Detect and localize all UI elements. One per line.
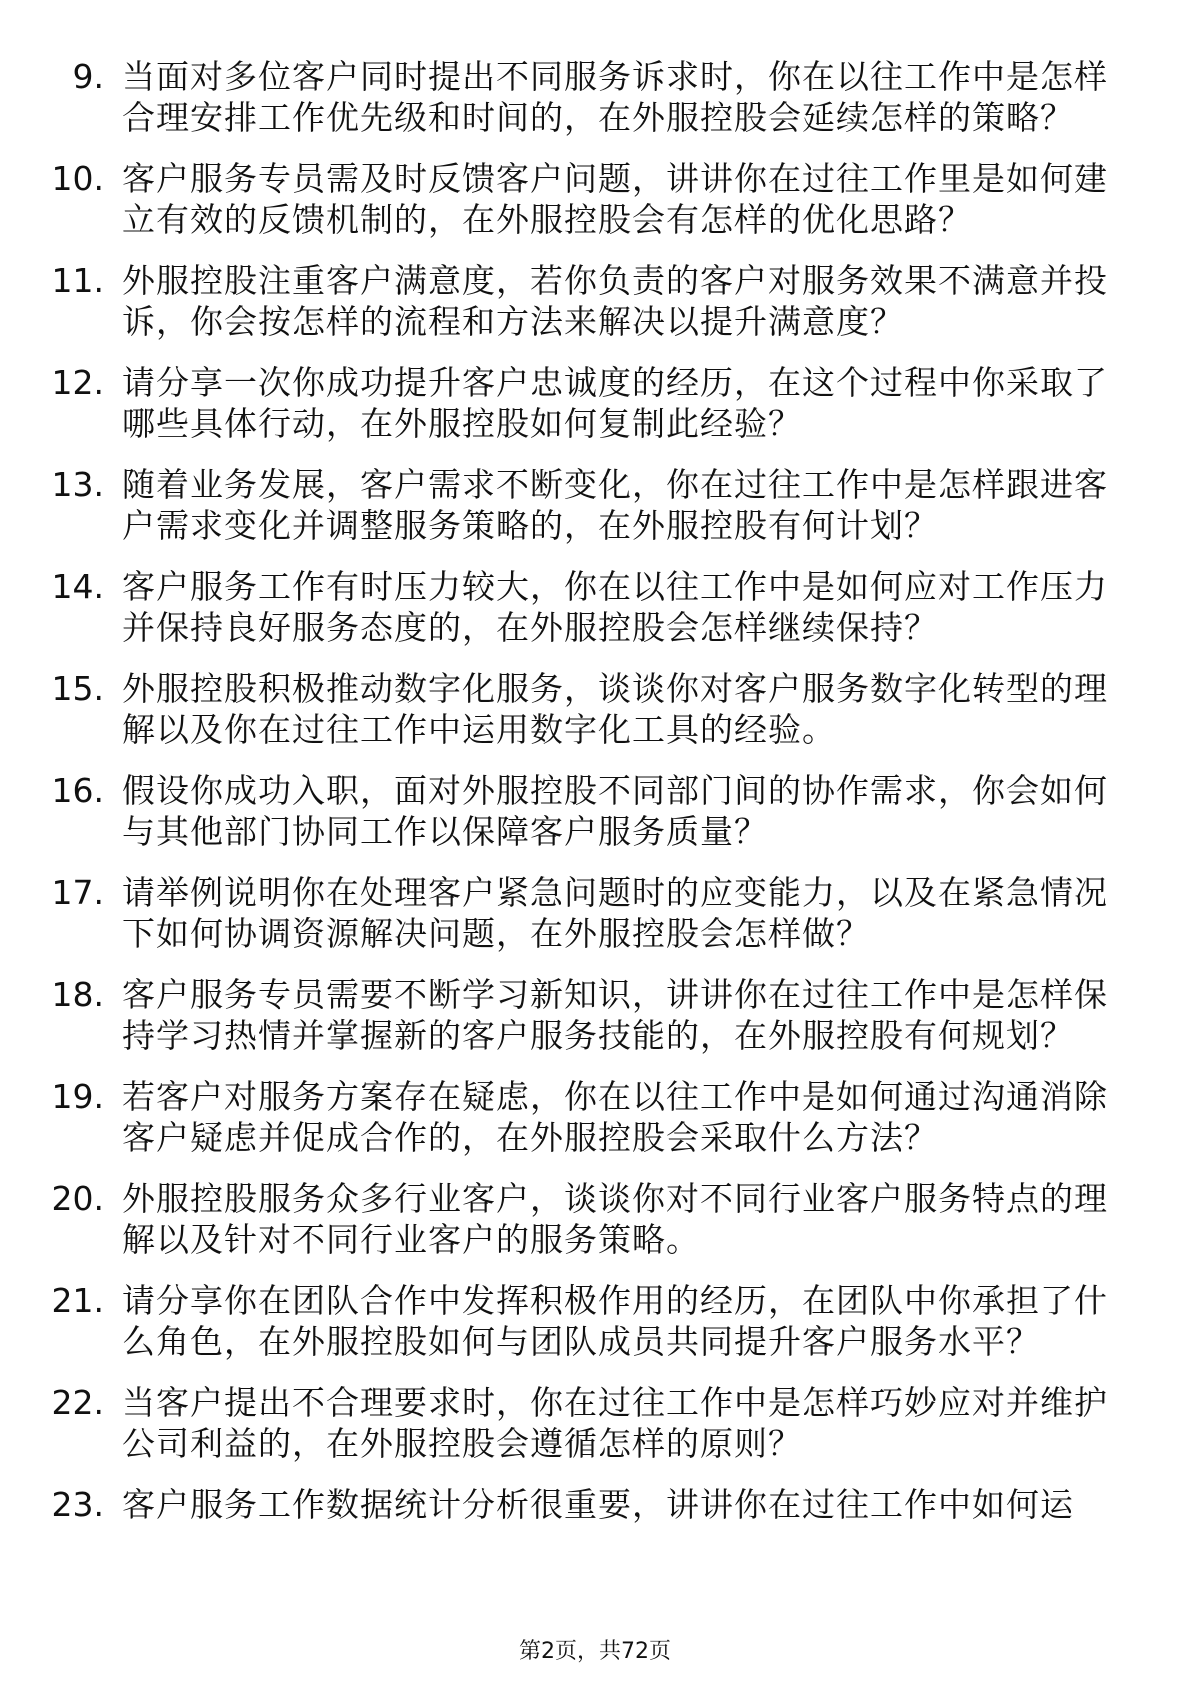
question-number: 18.: [51, 975, 104, 1014]
question-number: 21.: [51, 1281, 104, 1320]
question-item: [0, 1382, 1190, 1464]
question-number: 16.: [51, 771, 104, 810]
question-text: 请举例说明你在处理客户紧急问题时的应变能力，以及在紧急情况下如何协调资源解决问题，在外服控股会怎样做？: [122, 873, 1108, 953]
question-number: 19.: [51, 1077, 104, 1116]
question-number: 14.: [51, 567, 104, 606]
question-text: 客户服务专员需要不断学习新知识，讲讲你在过往工作中是怎样保持学习热情并掌握新的客户服务技能的，在外服控股有何规划？: [122, 975, 1108, 1055]
question-number: 9.: [72, 57, 104, 96]
question-number: 17.: [51, 873, 104, 912]
question-number: 11.: [51, 261, 104, 300]
question-number: 13.: [51, 465, 104, 504]
question-item: [0, 974, 1190, 1056]
question-item: [0, 56, 1190, 138]
question-text: 客户服务专员需及时反馈客户问题，讲讲你在过往工作里是如何建立有效的反馈机制的，在外服控股会有怎样的优化思路？: [122, 159, 1108, 239]
question-item: [0, 1178, 1190, 1260]
page-footer: 第2页，共72页: [519, 1639, 671, 1664]
question-item: [0, 1484, 1190, 1525]
question-number: 22.: [51, 1383, 104, 1422]
question-item: [0, 566, 1190, 648]
question-item: [0, 1076, 1190, 1158]
question-text: 请分享一次你成功提升客户忠诚度的经历，在这个过程中你采取了哪些具体行动，在外服控股如何复制此经验？: [122, 363, 1108, 443]
question-item: [0, 260, 1190, 342]
question-text: 外服控股服务众多行业客户，谈谈你对不同行业客户服务特点的理解以及针对不同行业客户的服务策略。: [122, 1179, 1108, 1259]
question-text: 当客户提出不合理要求时，你在过往工作中是怎样巧妙应对并维护公司利益的，在外服控股会遵循怎样的原则？: [122, 1383, 1108, 1463]
question-number: 12.: [51, 363, 104, 402]
question-text: 当面对多位客户同时提出不同服务诉求时，你在以往工作中是怎样合理安排工作优先级和时间的，在外服控股会延续怎样的策略？: [122, 57, 1108, 137]
question-text: 请分享你在团队合作中发挥积极作用的经历，在团队中你承担了什么角色，在外服控股如何与团队成员共同提升客户服务水平？: [122, 1281, 1108, 1361]
question-text: 若客户对服务方案存在疑虑，你在以往工作中是如何通过沟通消除客户疑虑并促成合作的，在外服控股会采取什么方法？: [122, 1077, 1108, 1157]
question-number: 10.: [51, 159, 104, 198]
question-item: [0, 464, 1190, 546]
question-number: 15.: [51, 669, 104, 708]
question-item: [0, 872, 1190, 954]
question-text: 客户服务工作有时压力较大，你在以往工作中是如何应对工作压力并保持良好服务态度的，在外服控股会怎样继续保持？: [122, 567, 1108, 647]
question-item: [0, 1280, 1190, 1362]
question-item: [0, 362, 1190, 444]
question-text: 客户服务工作数据统计分析很重要，讲讲你在过往工作中如何运: [122, 1485, 1074, 1524]
question-list: [0, 56, 1190, 1545]
question-text: 随着业务发展，客户需求不断变化，你在过往工作中是怎样跟进客户需求变化并调整服务策略的，在外服控股有何计划？: [122, 465, 1108, 545]
question-number: 20.: [51, 1179, 104, 1218]
question-text: 外服控股积极推动数字化服务，谈谈你对客户服务数字化转型的理解以及你在过往工作中运用数字化工具的经验。: [122, 669, 1108, 749]
question-item: [0, 158, 1190, 240]
question-number: 23.: [51, 1485, 104, 1524]
question-item: [0, 770, 1190, 852]
question-text: 假设你成功入职，面对外服控股不同部门间的协作需求，你会如何与其他部门协同工作以保障客户服务质量？: [122, 771, 1108, 851]
question-text: 外服控股注重客户满意度，若你负责的客户对服务效果不满意并投诉，你会按怎样的流程和方法来解决以提升满意度？: [122, 261, 1108, 341]
question-item: [0, 668, 1190, 750]
